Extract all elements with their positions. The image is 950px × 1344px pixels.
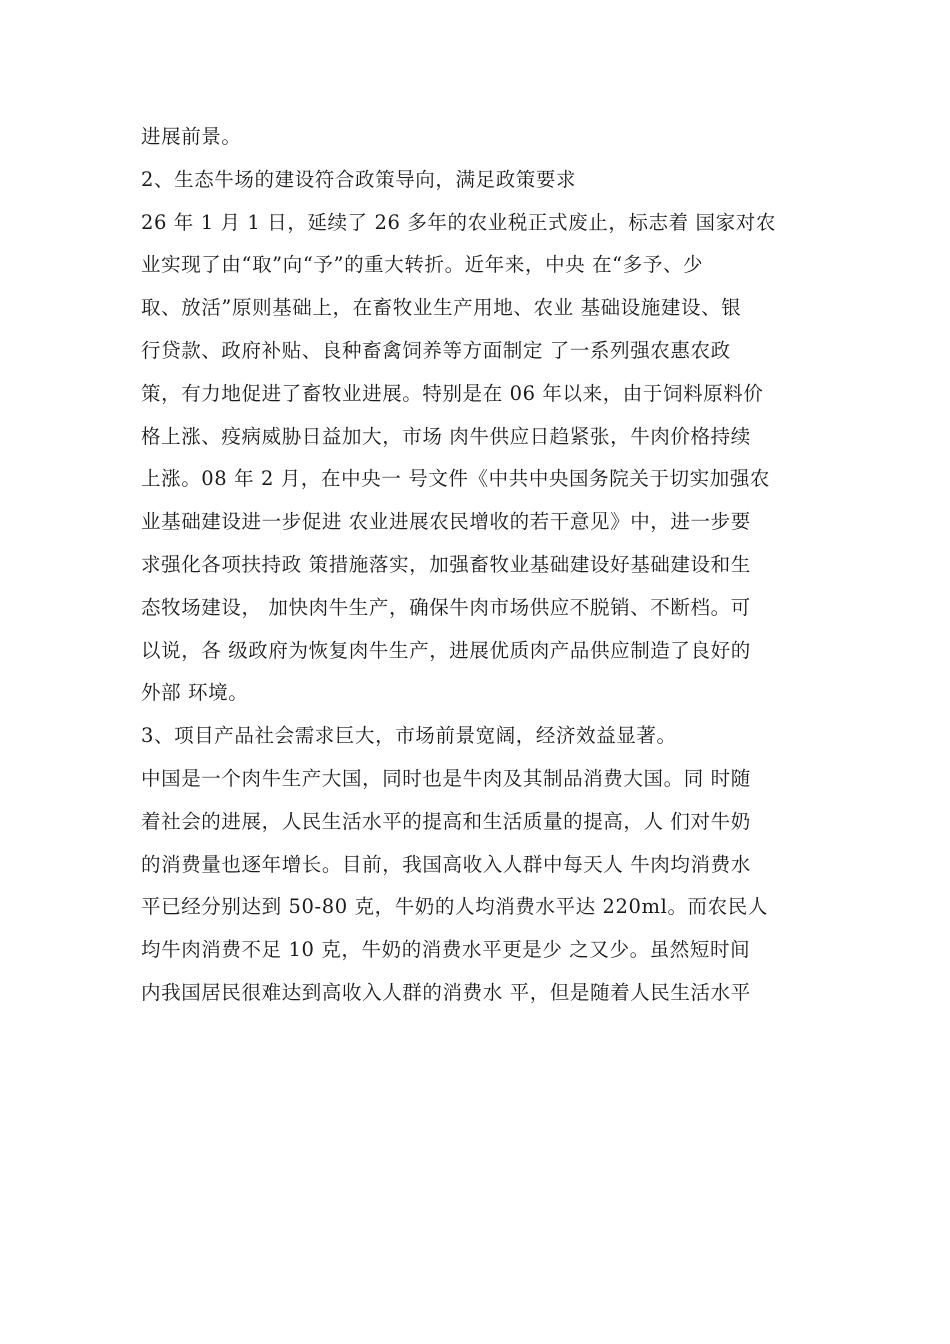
- text-line: 业实现了由“取”向“予”的重大转折。近年来，中央 在“多予、少: [141, 253, 704, 277]
- section-heading: 2、生态牛场的建设符合政策导向，满足政策要求: [141, 167, 577, 191]
- text-line: 平已经分别达到 50-80 克，牛奶的人均消费水平达 220ml。而农民人: [141, 895, 768, 919]
- text-line: 均牛肉消费不足 10 克，牛奶的消费水平更是少 之又少。虽然短时间: [141, 938, 751, 962]
- text-line: 26 年 1 月 1 日，延续了 26 多年的农业税正式废止，标志着 国家对农: [141, 210, 776, 234]
- text-line: 以说，各 级政府为恢复肉牛生产，进展优质肉产品供应制造了良好的: [141, 638, 751, 662]
- text-line: 格上涨、疫病威胁日益加大，市场 肉牛供应日趋紧张，牛肉价格持续: [141, 424, 751, 448]
- text-line: 行贷款、政府补贴、良种畜禽饲养等方面制定 了一系列强农惠农政: [141, 338, 731, 362]
- text-line: 上涨。08 年 2 月，在中央一 号文件《中共中央国务院关于切实加强农: [141, 467, 771, 491]
- text-line: 进展前景。: [141, 125, 242, 148]
- text-line: 取、放活”原则基础上，在畜牧业生产用地、农业 基础设施建设、银: [141, 296, 742, 320]
- text-line: 策，有力地促进了畜牧业进展。特别是在 06 年以来，由于饲料原料价: [141, 381, 764, 405]
- text-line: 的消费量也逐年增长。目前，我国高收入人群中每天人 牛肉均消费水: [141, 852, 751, 876]
- text-line: 态牧场建设， 加快肉牛生产，确保牛肉市场供应不脱销、不断档。可: [141, 595, 751, 619]
- text-line: 内我国居民很难达到高收入人群的消费水 平，但是随着人民生活水平: [141, 980, 751, 1004]
- section-heading: 3、项目产品社会需求巨大，市场前景宽阔，经济效益显著。: [141, 724, 677, 748]
- text-line: 着社会的进展，人民生活水平的提高和生活质量的提高，人 们对牛奶: [141, 809, 751, 833]
- text-line: 业基础建设进一步促进 农业进展农民增收的若干意见》中，进一步要: [141, 510, 751, 534]
- document-body: [141, 116, 841, 1015]
- text-line: 中国是一个肉牛生产大国，同时也是牛肉及其制品消费大国。同 时随: [141, 766, 751, 790]
- text-line: 外部 环境。: [141, 681, 249, 705]
- text-line: 求强化各项扶持政 策措施落实，加强畜牧业基础建设好基础建设和生: [141, 552, 751, 576]
